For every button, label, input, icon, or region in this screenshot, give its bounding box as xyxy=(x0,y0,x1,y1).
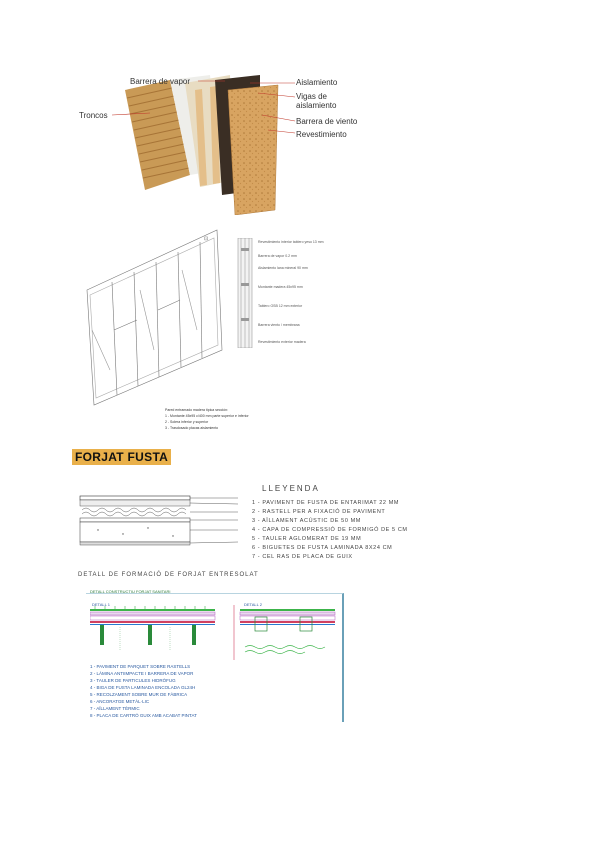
label-wind-barrier: Barrera de viento xyxy=(296,117,358,126)
frame-spec-6: Barrera viento / membrana xyxy=(258,323,300,327)
frame-caption-2: 1 - Montante 45x95 c/400 mm parte superior e inferior xyxy=(165,414,249,418)
legend-title: LLEYENDA xyxy=(262,484,320,493)
frame-spec-3: Aislamiento lana mineral 90 mm xyxy=(258,266,308,270)
label-insulation: Aislamiento xyxy=(296,78,338,87)
detail-note-7: 7 - AÏLLAMENT TÈRMIC xyxy=(90,706,140,711)
legend-item-5: 5 - TAULER AGLOMERAT DE 19 MM xyxy=(252,536,362,542)
detail-note-3: 3 - TAULER DE PARTICULES HIDRÒFUG xyxy=(90,678,176,683)
label-logs: Troncos xyxy=(79,111,108,120)
wall-section-strip xyxy=(236,238,256,348)
frame-caption-3: 2 - Solera inferior y superior xyxy=(165,420,209,424)
svg-text:⊡: ⊡ xyxy=(204,236,209,242)
legend-item-1: 1 - PAVIMENT DE FUSTA DE ENTARIMAT 22 MM xyxy=(252,500,400,506)
wall-layers-illustration xyxy=(110,65,310,215)
frame-spec-5: Tablero OSB 12 mm exterior xyxy=(258,304,303,308)
frame-spec-1: Revestimiento interior tablero yeso 13 mm xyxy=(258,240,324,244)
detail-box-title: DETALL CONSTRUCTIU FORJAT SANITARI xyxy=(90,589,171,594)
section-title: FORJAT FUSTA xyxy=(72,449,171,465)
detail-note-5: 5 - RECOLZAMENT SOBRE MUR DE FÀBRICA xyxy=(90,692,188,697)
frame-spec-4: Montante madera 45x95 mm xyxy=(258,285,303,289)
label-beams: Vigas de xyxy=(296,92,327,101)
frame-spec-7: Revestimiento exterior madera xyxy=(258,340,306,344)
label-beams-2: aislamiento xyxy=(296,101,337,110)
floor-section-drawing xyxy=(78,490,248,554)
legend-item-7: 7 - CEL RAS DE PLACA DE GUIX xyxy=(252,554,353,560)
legend-item-4: 4 - CAPA DE COMPRESSIÓ DE FORMIGÓ DE 5 CM xyxy=(252,527,408,533)
detail-right-section xyxy=(230,605,340,665)
detail-left-section xyxy=(90,605,220,655)
cladding-layer xyxy=(228,85,278,215)
detail-left-label: DETALL 1 xyxy=(92,602,111,607)
detail-note-8: 8 - PLACA DE CARTRÓ GUIX AMB ACABAT PINTAT xyxy=(90,713,197,718)
timber-frame-drawing xyxy=(82,220,232,410)
legend-item-3: 3 - AÏLLAMENT ACÚSTIC DE 50 MM xyxy=(252,518,361,524)
legend-item-2: 2 - RASTELL PER A FIXACIÓ DE PAVIMENT xyxy=(252,509,386,515)
frame-spec-2: Barrera de vapor 0.2 mm xyxy=(258,254,297,258)
detail-note-4: 4 - BIGA DE FUSTA LAMINADA ENCOLADA GL24H xyxy=(90,685,196,690)
detail-note-2: 2 - LÀMINA ANTIIMPACTE I BARRERA DE VAPOR xyxy=(90,671,194,676)
detail-heading: DETALL DE FORMACIÓ DE FORJAT ENTRESOLAT xyxy=(78,572,259,578)
detail-right-label: DETALL 2 xyxy=(244,602,263,607)
detail-note-1: 1 - PAVIMENT DE PARQUET SOBRE RASTELLS xyxy=(90,664,191,669)
legend-item-6: 6 - BIGUETES DE FUSTA LAMINADA 8X24 CM xyxy=(252,545,393,551)
label-cladding: Revestimiento xyxy=(296,130,347,139)
label-vapor-barrier: Barrera de vapor xyxy=(130,77,191,86)
frame-caption-4: 3 - Trasdosado placas aislamiento xyxy=(165,426,219,430)
detail-note-6: 6 - ANCORATGE METÀL·LIC xyxy=(90,699,150,704)
frame-caption-1: Pared entramado madera típica sección: xyxy=(165,408,229,412)
